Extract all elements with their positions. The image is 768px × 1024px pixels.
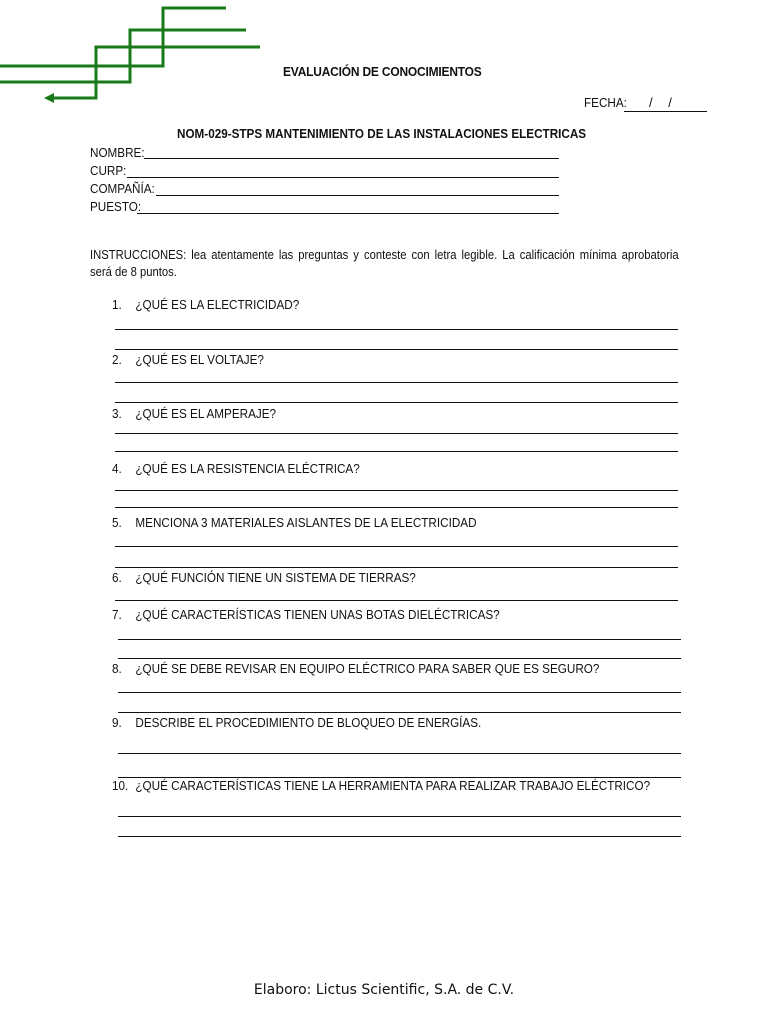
question-6	[112, 570, 416, 585]
nombre-label: NOMBRE:	[90, 145, 145, 160]
question-number: 9.	[112, 715, 122, 730]
question-9	[112, 715, 481, 730]
question-1	[112, 297, 299, 312]
curp-label: CURP:	[90, 163, 127, 178]
nombre-field[interactable]	[144, 158, 559, 159]
question-text: DESCRIBE EL PROCEDIMIENTO DE BLOQUEO DE ENERGÍAS.	[135, 715, 482, 730]
question-number: 2.	[112, 352, 122, 367]
question-text: MENCIONA 3 MATERIALES AISLANTES DE LA ELECTRICIDAD	[135, 515, 477, 530]
answer-line[interactable]	[115, 451, 678, 452]
puesto-field[interactable]	[137, 213, 559, 214]
document-title: EVALUACIÓN DE CONOCIMIENTOS	[283, 64, 482, 79]
question-8	[112, 661, 599, 676]
question-text: ¿QUÉ SE DEBE REVISAR EN EQUIPO ELÉCTRICO PARA SABER QUE ES SEGURO?	[135, 661, 600, 676]
curp-field[interactable]	[127, 177, 559, 178]
question-7	[112, 607, 500, 622]
norm-title: NOM-029-STPS MANTENIMIENTO DE LAS INSTALACIONES ELECTRICAS	[177, 126, 587, 141]
answer-line[interactable]	[118, 639, 681, 640]
question-number: 5.	[112, 515, 122, 530]
answer-line[interactable]	[118, 692, 681, 693]
answer-line[interactable]	[115, 507, 678, 508]
question-4	[112, 461, 360, 476]
footer-text: Elaboro: Lictus Scientific, S.A. de C.V.	[253, 982, 515, 998]
date-value: / /	[649, 95, 672, 110]
question-text: ¿QUÉ CARACTERÍSTICAS TIENEN UNAS BOTAS DIELÉCTRICAS?	[135, 607, 500, 622]
answer-line[interactable]	[115, 490, 678, 491]
instructions-text: INSTRUCCIONES: lea atentamente las preguntas y conteste con letra legible. La calificación mínima aprobatoria será de 8 puntos.	[90, 248, 679, 279]
answer-line[interactable]	[115, 329, 678, 330]
compania-field[interactable]	[156, 195, 559, 196]
answer-line[interactable]	[118, 836, 681, 837]
question-text: ¿QUÉ ES LA ELECTRICIDAD?	[135, 297, 300, 312]
company-logo	[0, 0, 270, 110]
question-number: 1.	[112, 297, 122, 312]
answer-line[interactable]	[115, 567, 678, 568]
question-number: 6.	[112, 570, 122, 585]
date-label: FECHA:	[584, 95, 627, 110]
puesto-label: PUESTO:	[90, 199, 142, 214]
question-3	[112, 406, 276, 421]
question-number: 10.	[112, 778, 129, 793]
question-2	[112, 352, 264, 367]
answer-line[interactable]	[115, 433, 678, 434]
answer-line[interactable]	[118, 658, 681, 659]
answer-line[interactable]	[115, 546, 678, 547]
answer-line[interactable]	[115, 402, 678, 403]
answer-line[interactable]	[115, 382, 678, 383]
question-number: 8.	[112, 661, 122, 676]
question-text: ¿QUÉ ES EL AMPERAJE?	[135, 406, 277, 421]
compania-label: COMPAÑÍA:	[90, 181, 155, 196]
question-text: ¿QUÉ FUNCIÓN TIENE UN SISTEMA DE TIERRAS?	[135, 570, 416, 585]
question-text: ¿QUÉ ES LA RESISTENCIA ELÉCTRICA?	[135, 461, 360, 476]
question-number: 3.	[112, 406, 122, 421]
question-number: 7.	[112, 607, 122, 622]
answer-line[interactable]	[115, 349, 678, 350]
answer-line[interactable]	[118, 712, 681, 713]
answer-line[interactable]	[118, 816, 681, 817]
date-field-line[interactable]	[624, 111, 707, 112]
question-text: ¿QUÉ CARACTERÍSTICAS TIENE LA HERRAMIENTA PARA REALIZAR TRABAJO ELÉCTRICO?	[135, 778, 651, 793]
answer-line[interactable]	[118, 753, 681, 754]
question-10	[112, 778, 650, 793]
answer-line[interactable]	[115, 600, 678, 601]
question-number: 4.	[112, 461, 122, 476]
question-text: ¿QUÉ ES EL VOLTAJE?	[135, 352, 264, 367]
question-5	[112, 515, 477, 530]
